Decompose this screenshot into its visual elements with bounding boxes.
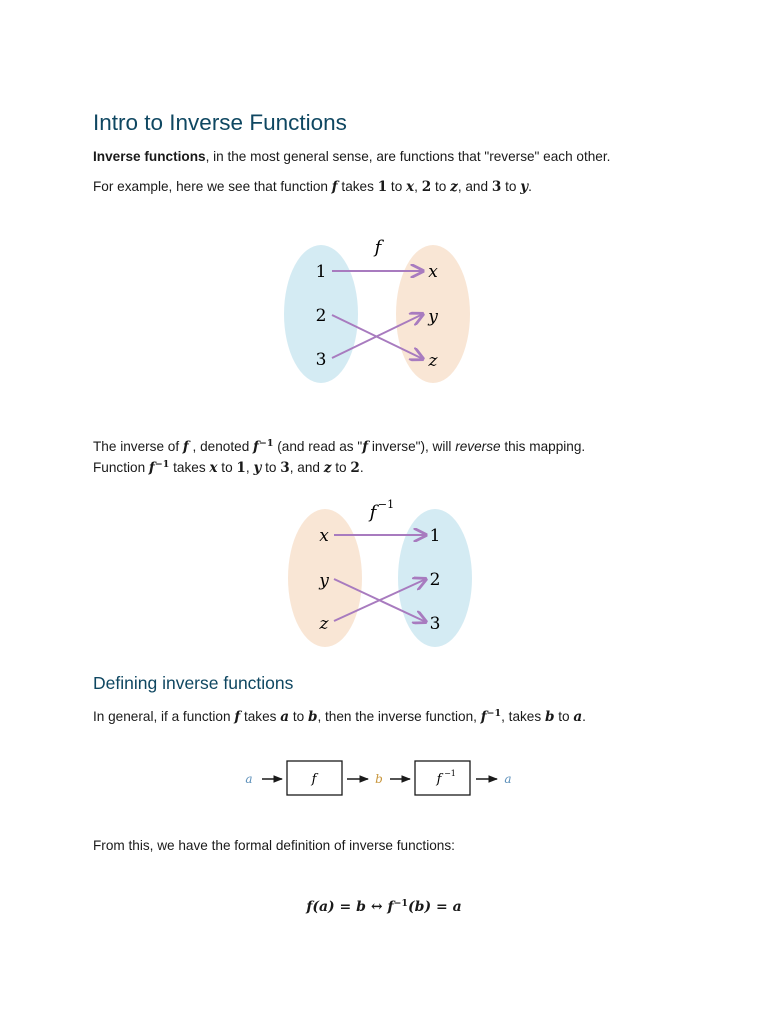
codomain-element: x (428, 262, 438, 282)
codomain-element: 1 (429, 526, 441, 546)
domain-element: 1 (315, 262, 327, 282)
function-label: f (374, 237, 382, 258)
general-paragraph: In general, if a function f takes a to b, then the inverse function, $f^{-1}$, takes b to a. (93, 708, 586, 725)
example-paragraph: For example, here we see that function f takes 1 to x, 2 to z, and 3 to y. (93, 179, 532, 195)
codomain-element: 3 (429, 614, 441, 634)
output-variable: b (375, 772, 383, 786)
function-box-label: f (311, 772, 317, 787)
domain-element: 3 (315, 350, 327, 370)
codomain-element: y (428, 307, 438, 327)
mapping-diagram-f (270, 225, 490, 395)
domain-element: 2 (315, 306, 327, 326)
result-variable: a (504, 772, 512, 786)
inverse-function-box-label: f (436, 772, 442, 787)
domain-element: y (319, 571, 329, 591)
inverse-function-box-superscript: −1 (444, 769, 456, 778)
intro-paragraph: Inverse functions, in the most general sense, are functions that "reverse" each other. (93, 149, 611, 164)
inverse-paragraph-line2: Function $f^{-1}$ takes x to 1, y to 3, and z to 2. (93, 459, 364, 476)
formal-definition-equation: f(a) = b ↔ $f^{-1}(b) = a$ (306, 898, 462, 915)
bold-term: Inverse functions (93, 149, 206, 164)
section-heading: Defining inverse functions (93, 673, 294, 693)
domain-element: x (319, 526, 329, 546)
input-variable: a (245, 772, 253, 786)
page-title: Intro to Inverse Functions (93, 110, 347, 135)
mapping-diagram-f-inverse (275, 490, 495, 660)
codomain-element: z (428, 351, 438, 371)
function-label-superscript: −1 (377, 498, 395, 511)
flow-diagram (235, 750, 535, 806)
domain-element: z (319, 614, 329, 634)
inverse-function-box (415, 761, 470, 795)
inverse-paragraph-line1: The inverse of f , denoted $f^{-1}$ (and read as "f inverse"), will reverse this mapping. (93, 438, 586, 455)
codomain-element: 2 (429, 570, 441, 590)
function-label: f (369, 502, 377, 523)
formal-definition-intro: From this, we have the formal definition of inverse functions: (93, 838, 455, 853)
